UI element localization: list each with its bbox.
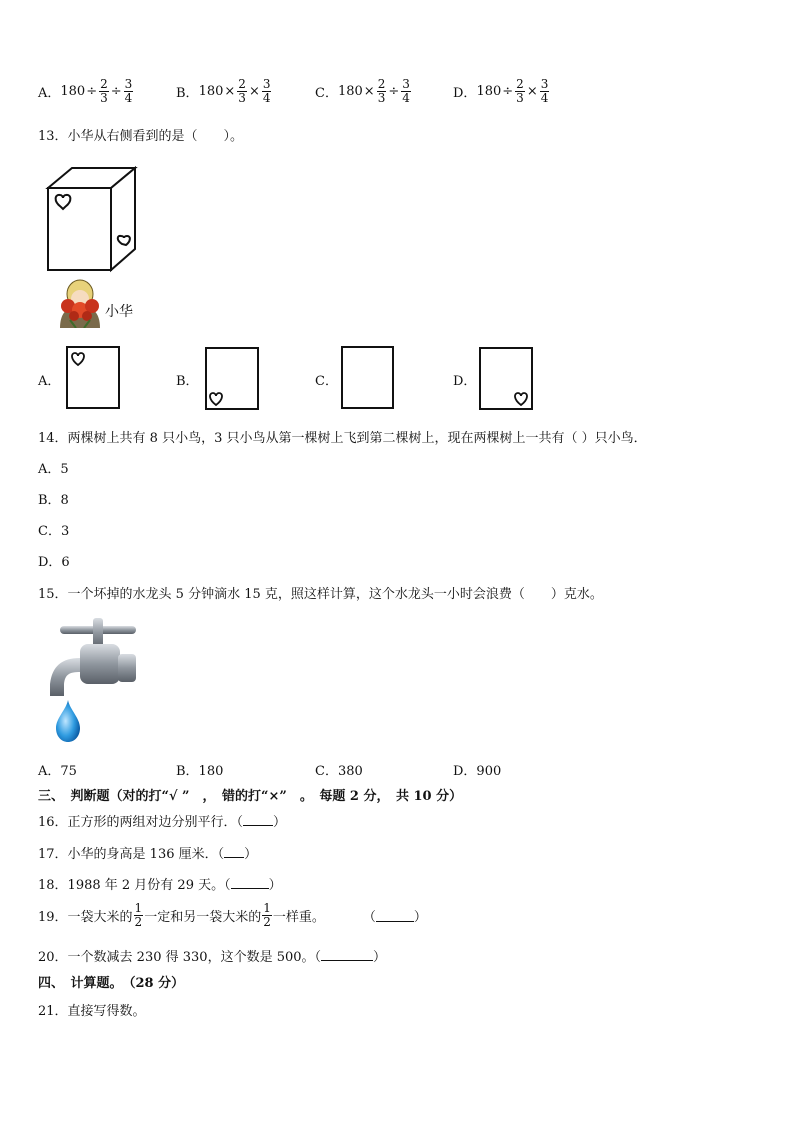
heart-icon	[208, 391, 224, 407]
section-3-heading: 三、 判断题（对的打“√ ” ， 错的打“×” 。 每题 2 分， 共 10 分）	[38, 789, 463, 804]
q12-option-d-fraction2: $\frac{3}{4}$	[540, 77, 549, 105]
q17-statement	[38, 843, 257, 862]
q12-option-c-fraction1: $\frac{2}{3}$	[377, 77, 386, 105]
q13-option-c-label[interactable]: C．	[315, 374, 338, 389]
q16-statement	[38, 811, 286, 830]
q12-option-c-op1: ×	[363, 84, 375, 99]
q12-option-a-label: A．	[38, 86, 61, 101]
q12-option-c-op2: ÷	[388, 84, 400, 99]
q12-option-d-op2: ×	[526, 84, 538, 99]
q12-option-a[interactable]	[38, 78, 134, 105]
q13-option-d-card[interactable]	[479, 347, 533, 410]
q14-option-d[interactable]: D．6	[38, 555, 70, 570]
q15-option-d[interactable]: D．900	[453, 764, 502, 779]
q17-answer-blank[interactable]	[224, 845, 244, 858]
section-4-heading: 四、 计算题。 （28 分）	[38, 976, 185, 991]
q19-part3: 一样重。	[272, 910, 325, 925]
q14-question-text: 14．两棵树上共有 8 只小鸟，3 只小鸟从第一棵树上飞到第二棵树上，现在两棵树上一共有（ ）只小鸟．	[38, 431, 647, 446]
q14-option-c[interactable]: C．3	[38, 524, 70, 539]
q19-fraction-1: $\frac{1}{2}$	[134, 901, 143, 929]
q15-option-b[interactable]: B．180	[176, 764, 224, 779]
q16-close: ）	[273, 815, 287, 830]
q15-option-a[interactable]: A．75	[38, 764, 77, 779]
q19-close: ）	[413, 910, 427, 925]
q14-option-b[interactable]: B．8	[38, 493, 69, 508]
q12-option-a-op1: ÷	[86, 84, 98, 99]
q13-option-d-label[interactable]: D．	[453, 374, 477, 389]
q12-option-c-fraction2: $\frac{3}{4}$	[402, 77, 410, 105]
q13-option-a-label[interactable]: A．	[38, 374, 61, 389]
q12-option-d-label: D．	[453, 86, 477, 101]
q12-option-c-prefix: 180	[337, 84, 363, 99]
q17-text: 17．小华的身高是 136 厘米．（	[38, 847, 225, 862]
q19-part1: 19．一袋大米的	[38, 910, 133, 925]
q20-statement	[38, 946, 386, 965]
q13-question-text: 13．小华从右侧看到的是（ ）。	[38, 129, 244, 144]
q12-option-a-fraction2: $\frac{3}{4}$	[124, 77, 133, 105]
q13-option-b-label[interactable]: B．	[176, 374, 199, 389]
q12-option-d-op1: ÷	[502, 84, 514, 99]
q12-option-b[interactable]	[176, 78, 272, 105]
q20-close: ）	[373, 950, 387, 965]
person-label: 小华	[105, 304, 133, 320]
q19-statement	[38, 902, 427, 929]
q20-answer-blank[interactable]	[321, 948, 373, 961]
q19-fraction-2: $\frac{1}{2}$	[263, 901, 271, 929]
q12-option-b-label: B．	[176, 86, 199, 101]
faucet-image	[40, 614, 140, 746]
q12-option-d[interactable]	[453, 78, 550, 105]
q13-option-b-card[interactable]	[205, 347, 259, 410]
q14-option-a[interactable]: A．5	[38, 462, 69, 477]
q12-option-d-fraction1: $\frac{2}{3}$	[516, 77, 524, 105]
q21-question-text: 21．直接写得数。	[38, 1004, 146, 1019]
q13-option-a-card[interactable]	[66, 346, 120, 409]
q12-option-a-op2: ÷	[110, 84, 122, 99]
q12-option-b-op2: ×	[248, 84, 260, 99]
q12-option-b-fraction1: $\frac{2}{3}$	[238, 77, 246, 105]
q12-option-a-fraction1: $\frac{2}{3}$	[100, 77, 108, 105]
q16-answer-blank[interactable]	[243, 813, 273, 826]
q19-part2: 一定和另一袋大米的	[144, 910, 262, 925]
q15-question-text: 15．一个坏掉的水龙头 5 分钟滴水 15 克，照这样计算，这个水龙头一小时会浪费（ ）克水。	[38, 587, 603, 602]
q12-option-a-prefix: 180	[60, 84, 86, 99]
q16-text: 16．正方形的两组对边分别平行．（	[38, 815, 244, 830]
q18-close: ）	[268, 878, 282, 893]
q19-answer-blank[interactable]	[376, 909, 414, 922]
q13-option-c-card[interactable]	[341, 346, 394, 409]
heart-icon	[513, 391, 529, 407]
q17-close: ）	[244, 847, 258, 862]
q19-open: （	[362, 910, 376, 925]
q18-statement	[38, 874, 282, 893]
q18-answer-blank[interactable]	[231, 876, 269, 889]
heart-icon	[70, 351, 86, 367]
q12-option-c[interactable]	[315, 78, 412, 105]
q12-option-b-prefix: 180	[198, 84, 224, 99]
q18-text: 18．1988 年 2 月份有 29 天。（	[38, 878, 231, 893]
boy-avatar	[56, 278, 104, 328]
q15-option-c[interactable]: C．380	[315, 764, 363, 779]
cube-figure	[44, 164, 140, 274]
q12-option-b-fraction2: $\frac{3}{4}$	[262, 77, 271, 105]
q12-option-b-op1: ×	[224, 84, 236, 99]
q20-text: 20．一个数减去 230 得 330，这个数是 500。（	[38, 950, 322, 965]
q12-option-c-label: C．	[315, 86, 338, 101]
q12-option-d-prefix: 180	[476, 84, 502, 99]
